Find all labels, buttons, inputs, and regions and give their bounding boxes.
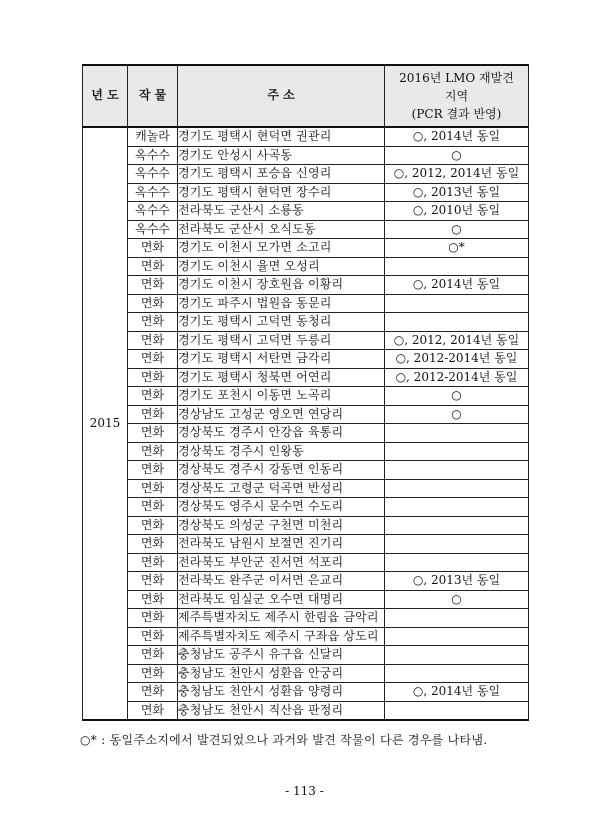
redetection-cell: [385, 479, 529, 498]
redetection-cell: [385, 442, 529, 461]
crop-cell: 면화: [128, 294, 178, 313]
address-cell: 충청남도 천안시 성환읍 안궁리: [178, 664, 385, 683]
redetection-cell: ○: [385, 387, 529, 406]
address-cell: 전라북도 남원시 보절면 진기리: [178, 535, 385, 554]
table-row: [83, 202, 529, 221]
redetection-cell: ○, 2014년 동일: [385, 127, 529, 146]
table-row: [83, 627, 529, 646]
address-cell: 전라북도 임실군 오수면 대명리: [178, 590, 385, 609]
table-row: [83, 442, 529, 461]
crop-cell: 면화: [128, 664, 178, 683]
address-cell: 경상북도 영주시 문수면 수도리: [178, 498, 385, 517]
redetection-cell: [385, 461, 529, 480]
header-redetection-line3: (PCR 결과 반영): [411, 107, 502, 121]
redetection-cell: [385, 294, 529, 313]
address-cell: 충청남도 공주시 유구읍 신달리: [178, 646, 385, 665]
redetection-cell: [385, 553, 529, 572]
address-cell: 제주특별자치도 제주시 한림읍 금악리: [178, 609, 385, 628]
address-cell: 전라북도 완주군 이서면 은교리: [178, 572, 385, 591]
redetection-cell: ○, 2012, 2014년 동일: [385, 331, 529, 350]
table-row: [83, 609, 529, 628]
crop-cell: 면화: [128, 646, 178, 665]
redetection-cell: [385, 627, 529, 646]
table-row: [83, 331, 529, 350]
footnote: ○* : 동일주소지에서 발견되었으나 과거와 발견 작물이 다른 경우를 나타냄.: [80, 733, 488, 747]
address-cell: 제주특별자치도 제주시 구좌읍 상도리: [178, 627, 385, 646]
crop-cell: 옥수수: [128, 220, 178, 239]
crop-cell: 면화: [128, 627, 178, 646]
redetection-cell: ○, 2014년 동일: [385, 683, 529, 702]
table-row: [83, 683, 529, 702]
table-row: [83, 220, 529, 239]
redetection-cell: [385, 701, 529, 720]
address-cell: 경기도 안성시 사곡동: [178, 146, 385, 165]
address-cell: 경기도 이천시 장호원읍 이황리: [178, 276, 385, 295]
crop-cell: 면화: [128, 405, 178, 424]
table-row: [83, 257, 529, 276]
crop-cell: 옥수수: [128, 202, 178, 221]
table-row: [83, 405, 529, 424]
table-row: [83, 350, 529, 369]
table-row: [83, 553, 529, 572]
crop-cell: 면화: [128, 683, 178, 702]
table-row: [83, 276, 529, 295]
address-cell: 충청남도 천안시 직산읍 판정리: [178, 701, 385, 720]
redetection-cell: [385, 257, 529, 276]
header-redetection: [385, 65, 529, 127]
address-cell: 경기도 파주시 법원읍 동문리: [178, 294, 385, 313]
address-cell: 경기도 평택시 현덕면 권관리: [178, 127, 385, 146]
crop-cell: 면화: [128, 331, 178, 350]
redetection-cell: ○: [385, 146, 529, 165]
redetection-cell: ○, 2014년 동일: [385, 276, 529, 295]
address-cell: 경상북도 경주시 강동면 인동리: [178, 461, 385, 480]
table-row: [83, 535, 529, 554]
crop-cell: 면화: [128, 442, 178, 461]
address-cell: 경기도 평택시 현덕면 장수리: [178, 183, 385, 202]
address-cell: 경기도 이천시 율면 오성리: [178, 257, 385, 276]
crop-cell: 면화: [128, 257, 178, 276]
redetection-cell: [385, 535, 529, 554]
address-cell: 경기도 평택시 포승읍 신영리: [178, 165, 385, 184]
address-cell: 경기도 평택시 고덕면 두릉리: [178, 331, 385, 350]
table-row: [83, 498, 529, 517]
lmo-detection-table: [82, 64, 529, 721]
redetection-cell: [385, 516, 529, 535]
crop-cell: 면화: [128, 276, 178, 295]
year-cell: 2015: [83, 127, 128, 720]
table-row: [83, 424, 529, 443]
redetection-cell: [385, 609, 529, 628]
table-row: [83, 664, 529, 683]
address-cell: 경상북도 경주시 인왕동: [178, 442, 385, 461]
crop-cell: 캐놀라: [128, 127, 178, 146]
table-row: [83, 479, 529, 498]
redetection-cell: [385, 313, 529, 332]
address-cell: 경기도 평택시 고덕면 동청리: [178, 313, 385, 332]
redetection-cell: ○, 2012-2014년 동일: [385, 368, 529, 387]
redetection-cell: ○, 2012-2014년 동일: [385, 350, 529, 369]
table-row: [83, 646, 529, 665]
address-cell: 경상남도 고성군 영오면 연당리: [178, 405, 385, 424]
crop-cell: 면화: [128, 239, 178, 258]
address-cell: 충청남도 천안시 성환읍 양령리: [178, 683, 385, 702]
table-row: [83, 516, 529, 535]
crop-cell: 옥수수: [128, 183, 178, 202]
address-cell: 경상북도 경주시 안강읍 육통리: [178, 424, 385, 443]
address-cell: 경기도 평택시 서탄면 금각리: [178, 350, 385, 369]
crop-cell: 면화: [128, 479, 178, 498]
table-row: [83, 572, 529, 591]
redetection-cell: ○, 2013년 동일: [385, 572, 529, 591]
table-row: [83, 127, 529, 146]
redetection-cell: ○: [385, 590, 529, 609]
crop-cell: 면화: [128, 553, 178, 572]
address-cell: 전라북도 군산시 소룡동: [178, 202, 385, 221]
redetection-cell: [385, 424, 529, 443]
redetection-cell: ○: [385, 220, 529, 239]
redetection-cell: ○, 2010년 동일: [385, 202, 529, 221]
table-row: [83, 701, 529, 720]
header-redetection-line1: 2016년 LMO 재발견: [399, 71, 514, 85]
crop-cell: 옥수수: [128, 146, 178, 165]
header-crop: 작 물: [128, 65, 178, 127]
crop-cell: 면화: [128, 535, 178, 554]
redetection-cell: ○, 2013년 동일: [385, 183, 529, 202]
crop-cell: 면화: [128, 461, 178, 480]
address-cell: 경기도 이천시 모가면 소고리: [178, 239, 385, 258]
redetection-cell: [385, 664, 529, 683]
crop-cell: 면화: [128, 498, 178, 517]
table-row: [83, 387, 529, 406]
address-cell: 경상북도 의성군 구천면 미천리: [178, 516, 385, 535]
crop-cell: 면화: [128, 424, 178, 443]
crop-cell: 면화: [128, 609, 178, 628]
redetection-cell: ○, 2012, 2014년 동일: [385, 165, 529, 184]
header-redetection-line2: 지역: [444, 89, 469, 103]
table-row: [83, 368, 529, 387]
crop-cell: 면화: [128, 590, 178, 609]
address-cell: 경기도 포천시 이동면 노곡리: [178, 387, 385, 406]
crop-cell: 옥수수: [128, 165, 178, 184]
address-cell: 전라북도 군산시 오식도동: [178, 220, 385, 239]
table-row: [83, 590, 529, 609]
crop-cell: 면화: [128, 368, 178, 387]
address-cell: 경기도 평택시 청북면 어연리: [178, 368, 385, 387]
redetection-cell: [385, 646, 529, 665]
table-header-row: [83, 65, 529, 127]
address-cell: 전라북도 부안군 진서면 석포리: [178, 553, 385, 572]
redetection-cell: [385, 498, 529, 517]
table-row: [83, 461, 529, 480]
header-address: 주 소: [178, 65, 385, 127]
address-cell: 경상북도 고령군 덕곡면 반성리: [178, 479, 385, 498]
table-row: [83, 294, 529, 313]
header-year: 년 도: [83, 65, 128, 127]
table-row: [83, 313, 529, 332]
table-row: [83, 165, 529, 184]
table-row: [83, 183, 529, 202]
crop-cell: 면화: [128, 572, 178, 591]
crop-cell: 면화: [128, 350, 178, 369]
table-row: [83, 239, 529, 258]
crop-cell: 면화: [128, 313, 178, 332]
crop-cell: 면화: [128, 387, 178, 406]
page-number: - 113 -: [285, 784, 324, 798]
table-row: [83, 146, 529, 165]
table-body: [83, 127, 529, 720]
crop-cell: 면화: [128, 701, 178, 720]
crop-cell: 면화: [128, 516, 178, 535]
redetection-cell: ○: [385, 405, 529, 424]
redetection-cell: ○*: [385, 239, 529, 258]
